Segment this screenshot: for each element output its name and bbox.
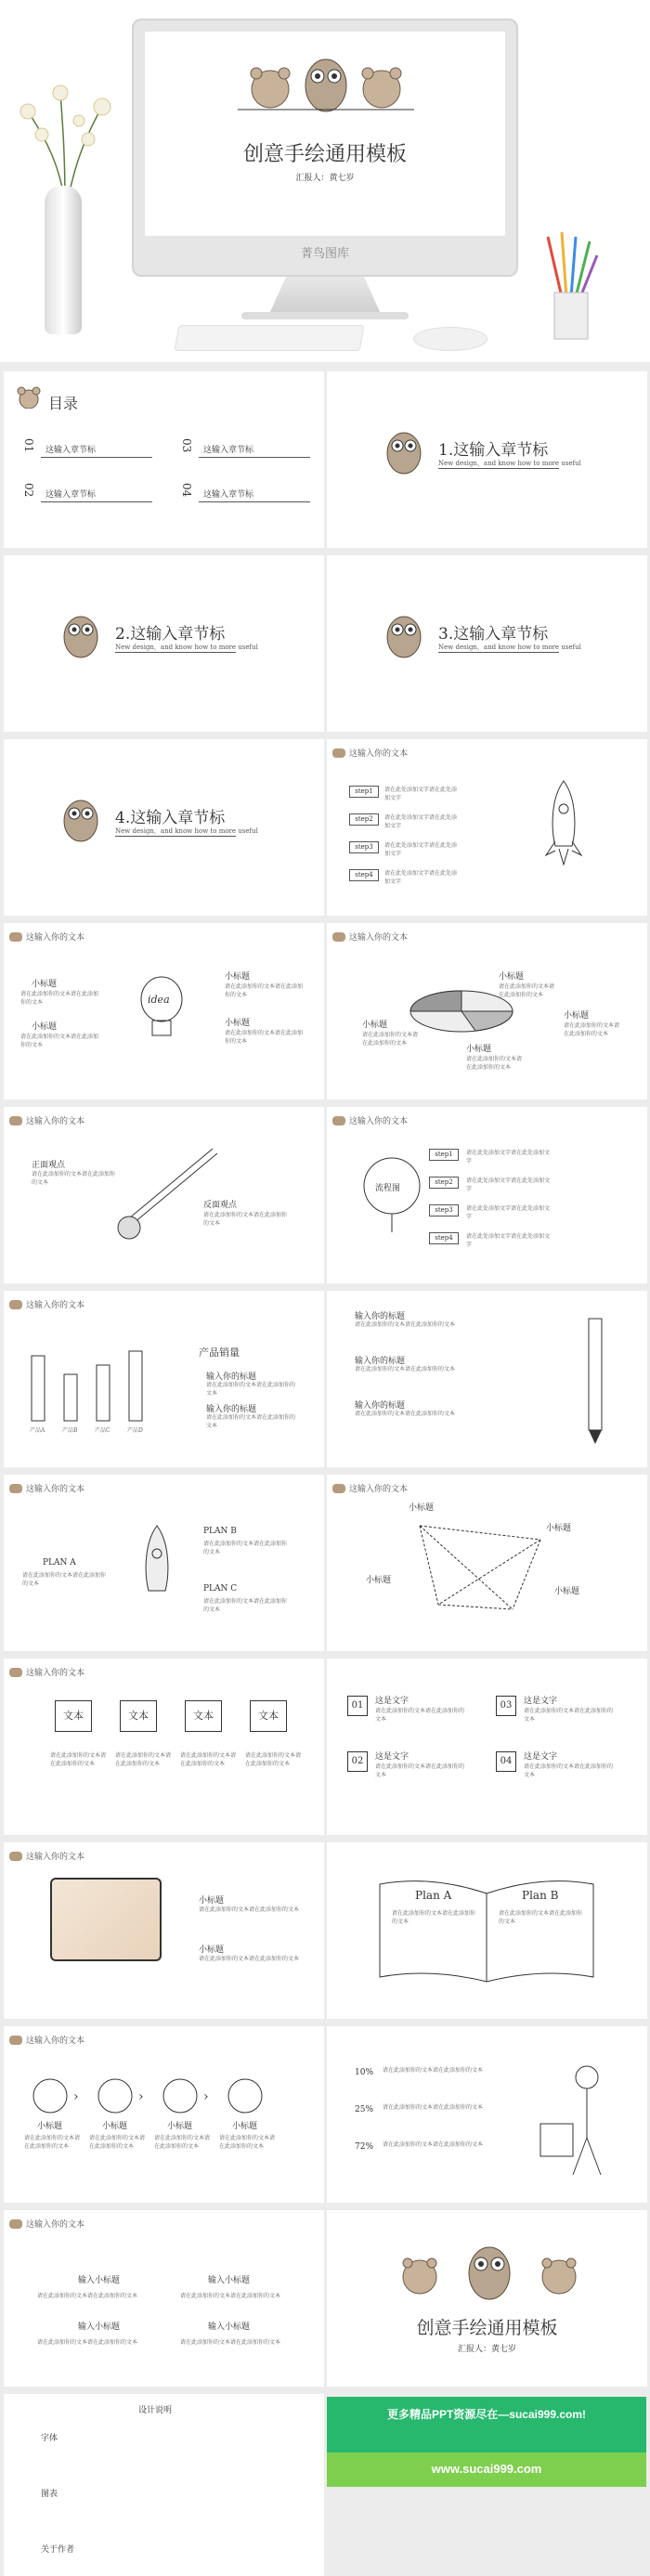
input-title: 输入你的标题 <box>355 1401 406 1411</box>
subtitle: 小标题 <box>32 1022 58 1032</box>
promo-line-1: 更多精品PPT资源尽在—sucai999.com! <box>386 2408 587 2421</box>
category-label: 产品A <box>30 1427 46 1434</box>
keyboard <box>175 325 365 351</box>
step-text: 请在此处添加文字请在此处添加文字 <box>466 1205 551 1220</box>
subtitle: 小标题 <box>546 1524 572 1533</box>
body-text: 请在此添加你的文本请在此添加你的文本 <box>154 2135 211 2150</box>
chapter-subtitle: New design，and know how to more useful <box>115 644 258 651</box>
plan-b: PLAN B <box>203 1527 237 1536</box>
toc-item-2[interactable] <box>22 483 35 501</box>
design-note-item: 关于作者 <box>41 2545 75 2555</box>
ending-title: 创意手绘通用模板 <box>416 2318 558 2338</box>
monitor-stand <box>269 277 381 314</box>
subtitle: 小标题 <box>225 972 251 982</box>
sales-item: 输入你的标题 <box>206 1373 257 1382</box>
body-text: 请在此添加你的文本请在此添加你的文本 <box>199 1956 300 1962</box>
slide-header-text: 这输入你的文本 <box>349 1117 409 1126</box>
bear-icon <box>15 384 43 409</box>
toc-label-1[interactable]: 这输入章节标 <box>46 446 97 455</box>
bear-icon <box>332 748 345 758</box>
slide-photo <box>4 1842 324 2019</box>
vase <box>45 186 82 334</box>
pencil-cup <box>543 232 599 344</box>
body-text: 请在此添加你的文本请在此添加你的文本 <box>180 2339 281 2346</box>
divider <box>199 457 310 458</box>
body-text: 请在此添加你的文本请在此添加你的文本 <box>32 1171 116 1186</box>
chapter-title: 3.这输入章节标 <box>438 625 549 644</box>
body-text: 请在此添加你的文本请在此添加你的文本 <box>180 2293 281 2299</box>
body-text: 请在此添加你的文本请在此添加你的文本 <box>89 2135 146 2150</box>
mouse <box>413 327 488 351</box>
step-box: step2 <box>429 1177 459 1189</box>
svg-text:›: › <box>73 2089 79 2104</box>
slide-header <box>332 1482 408 1494</box>
promo-line-2[interactable]: www.sucai999.com <box>431 2462 542 2476</box>
monitor-base <box>241 312 409 319</box>
slide-header-text: 这输入你的文本 <box>26 2036 85 2046</box>
slide-flow <box>327 1107 647 1283</box>
slide-header-text: 这输入你的文本 <box>26 2220 85 2230</box>
input-small-title: 输入小标题 <box>78 2276 121 2285</box>
toc-num: 03 <box>180 438 193 453</box>
chapter-title: 1.这输入章节标 <box>438 441 549 460</box>
body-text: 请在此添加你的文本请在此添加你的文本 <box>203 1598 288 1613</box>
toc-label-2[interactable]: 这输入章节标 <box>46 490 97 500</box>
toc-num: 02 <box>22 483 35 498</box>
subtitle: 小标题 <box>199 1896 225 1906</box>
slide-header <box>9 1114 84 1126</box>
subtitle: 小标题 <box>554 1587 580 1596</box>
chapter-subtitle: New design，and know how to more useful <box>115 827 258 835</box>
slide-chapter-1 <box>327 371 647 548</box>
step-text: 请在此处添加文字请在此处添加文字 <box>384 814 458 829</box>
comet-illustration <box>106 1144 227 1246</box>
note-card: 文本 <box>55 1700 92 1732</box>
sales-item: 输入你的标题 <box>206 1405 257 1414</box>
number-badge: 04 <box>496 1751 516 1772</box>
step-box: step1 <box>349 786 379 798</box>
body-text: 请在此添加你的文本请在此添加你的文本 <box>383 2067 484 2074</box>
bear-icon <box>9 1300 22 1309</box>
subtitle: 小标题 <box>102 2122 128 2131</box>
book-illustration <box>375 1875 598 1986</box>
input-small-title: 输入小标题 <box>78 2322 121 2332</box>
body-text: 请在此添加你的文本请在此添加你的文本 <box>375 1708 465 1723</box>
slide-idea <box>4 923 324 1099</box>
slide-chapter-2 <box>4 555 324 732</box>
rocket-icon <box>540 776 587 869</box>
plan-c: PLAN C <box>203 1584 238 1594</box>
step-text: 请在此处添加文字请在此处添加文字 <box>384 787 458 801</box>
body-text: 请在此添加你的文本请在此添加你的文本 <box>180 1752 237 1767</box>
subtitle: 小标题 <box>167 2122 193 2131</box>
divider <box>41 501 152 502</box>
toc-heading: 目录 <box>48 395 79 412</box>
pencil-figure <box>578 1309 615 1449</box>
percent-value: 10% <box>355 2068 374 2077</box>
design-note-item: 图表 <box>41 2490 58 2499</box>
subtitle: 小标题 <box>366 1576 392 1585</box>
network-diagram <box>401 1512 568 1623</box>
body-text: 请在此添加你的文本请在此添加你的文本 <box>392 1910 476 1925</box>
slide-chapter-4 <box>4 739 324 916</box>
sales-title: 产品销量 <box>199 1347 240 1359</box>
step-text: 请在此处添加文字请在此处添加文字 <box>384 870 458 885</box>
divider <box>41 457 152 458</box>
step-text: 请在此处添加文字请在此处添加文字 <box>466 1177 551 1192</box>
fill-title: 这是文字 <box>524 1752 558 1762</box>
chapter-subtitle: New design，and know how to more useful <box>438 644 581 651</box>
lightbulb-icon <box>129 969 194 1053</box>
body-text: 请在此添加你的文本请在此添加你的文本 <box>375 1763 465 1778</box>
toc-item-4[interactable] <box>180 483 193 501</box>
idea-word: idea <box>148 994 170 1006</box>
design-note-item: 字体 <box>41 2434 58 2443</box>
number-badge: 03 <box>496 1696 516 1716</box>
slide-header-text: 这输入你的文本 <box>26 1853 85 1862</box>
bear-icon <box>9 1852 22 1861</box>
body-text: 请在此添加你的文本请在此添加你的文本 <box>206 1382 296 1397</box>
input-title: 输入你的标题 <box>355 1312 406 1321</box>
monitor-screen <box>145 32 505 236</box>
toc-num: 04 <box>180 483 193 498</box>
bear-icon <box>9 1668 22 1677</box>
book-plan-a: Plan A <box>415 1889 452 1902</box>
body-text: 请在此添加你的文本请在此添加你的文本 <box>524 1763 614 1778</box>
promo-banner-url[interactable] <box>327 2452 646 2487</box>
number-badge: 02 <box>347 1751 368 1772</box>
hero-title: 创意手绘通用模板 <box>242 143 407 166</box>
slide-process <box>4 2026 324 2203</box>
step-box: step2 <box>349 813 379 826</box>
slide-header-text: 这输入你的文本 <box>26 933 85 943</box>
slide-pie <box>327 923 647 1099</box>
subtitle: 小标题 <box>199 1945 225 1955</box>
subtitle: 小标题 <box>499 972 525 982</box>
body-text: 请在此添加你的文本请在此添加你的文本 <box>20 1034 99 1048</box>
input-title: 输入你的标题 <box>355 1357 406 1366</box>
slide-header-text: 这输入你的文本 <box>26 1485 85 1494</box>
owl-icon <box>383 611 425 659</box>
subtitle: 小标题 <box>232 2122 258 2131</box>
owl-icon <box>59 611 102 659</box>
note-card: 文本 <box>120 1700 157 1732</box>
step-text: 请在此处添加文字请在此处添加文字 <box>466 1150 551 1164</box>
category-label: 产品B <box>62 1427 78 1434</box>
bear-owl-illustration <box>238 50 414 115</box>
slide-header <box>332 1114 408 1126</box>
step-text: 请在此处添加文字请在此处添加文字 <box>466 1233 551 1248</box>
slide-header <box>9 1666 84 1678</box>
bear-icon <box>332 1116 345 1125</box>
input-small-title: 输入小标题 <box>208 2276 251 2285</box>
flow-label: 流程图 <box>375 1184 401 1193</box>
body-text: 请在此添加你的文本请在此添加你的文本 <box>225 983 304 998</box>
slide-number-items <box>327 1659 647 1835</box>
body-text: 请在此添加你的文本请在此添加你的文本 <box>355 1321 456 1328</box>
slide-header-text: 这输入你的文本 <box>26 1301 85 1310</box>
hero-presenter: 汇报人：黄七岁 <box>295 174 355 183</box>
slide-network <box>327 1475 647 1651</box>
slide-percent <box>327 2026 647 2203</box>
divider <box>115 836 236 837</box>
subtitle: 小标题 <box>564 1011 590 1021</box>
svg-text:›: › <box>138 2089 144 2104</box>
slide-header <box>9 1850 84 1862</box>
slide-header <box>9 2218 84 2230</box>
body-text: 请在此添加你的文本请在此添加你的文本 <box>24 2135 81 2150</box>
slide-input-small <box>4 2210 324 2387</box>
slide-header-text: 这输入你的文本 <box>26 1117 85 1126</box>
bear-icon <box>332 932 345 942</box>
slide-header <box>332 747 408 759</box>
slide-header <box>9 1482 84 1494</box>
subtitle: 小标题 <box>466 1045 492 1054</box>
body-text: 请在此添加你的文本请在此添加你的文本 <box>524 1708 614 1723</box>
bar-sketch <box>22 1337 171 1439</box>
step-box: step3 <box>429 1204 459 1216</box>
body-text: 请在此添加你的文本请在此添加你的文本 <box>245 1752 302 1767</box>
slide-sales <box>4 1291 324 1467</box>
point-negative: 反面观点 <box>203 1201 238 1210</box>
toc-label-3[interactable]: 这输入章节标 <box>203 446 254 455</box>
toc-item-3[interactable] <box>180 438 193 456</box>
body-text: 请在此添加你的文本请在此添加你的文本 <box>499 1910 583 1925</box>
slide-input-titles <box>327 1291 647 1467</box>
divider <box>438 652 559 653</box>
promo-banner[interactable] <box>327 2397 646 2452</box>
bear-icon <box>9 2036 22 2045</box>
fill-title: 这是文字 <box>524 1697 558 1706</box>
subtitle: 小标题 <box>32 980 58 989</box>
step-box: step4 <box>429 1232 459 1244</box>
step-box: step3 <box>349 841 379 853</box>
body-text: 请在此添加你的文本请在此添加你的文本 <box>199 1906 300 1913</box>
bear-icon <box>9 2219 22 2229</box>
chapter-title: 4.这输入章节标 <box>115 809 226 827</box>
step-text: 请在此处添加文字请在此处添加文字 <box>384 842 458 857</box>
category-label: 产品C <box>95 1427 110 1434</box>
body-text: 请在此添加你的文本请在此添加你的文本 <box>225 1030 304 1045</box>
slide-header-text: 这输入你的文本 <box>26 1669 85 1678</box>
subtitle: 小标题 <box>37 2122 63 2131</box>
monitor <box>132 19 518 277</box>
svg-text:›: › <box>203 2089 209 2104</box>
body-text: 请在此添加你的文本请在此添加你的文本 <box>115 1752 172 1767</box>
slide-ending <box>327 2210 647 2387</box>
note-card: 文本 <box>185 1700 222 1732</box>
monitor-watermark: 菁鸟图库 <box>300 247 349 261</box>
note-card: 文本 <box>250 1700 287 1732</box>
slide-header-text: 这输入你的文本 <box>349 1485 409 1494</box>
book-plan-b: Plan B <box>522 1889 559 1902</box>
body-text: 请在此添加你的文本请在此添加你的文本 <box>355 1366 456 1373</box>
slide-book <box>327 1842 647 2019</box>
slide-header <box>9 2034 84 2046</box>
body-text: 请在此添加你的文本请在此添加你的文本 <box>219 2135 276 2150</box>
category-label: 产品D <box>127 1427 143 1434</box>
slide-steps <box>327 739 647 916</box>
slide-header-text: 这输入你的文本 <box>349 749 409 759</box>
slide-design-note <box>4 2394 324 2576</box>
plan-a: PLAN A <box>43 1558 76 1568</box>
percent-value: 25% <box>355 2105 374 2114</box>
design-note-title: 设计说明 <box>138 2406 173 2415</box>
percent-value: 72% <box>355 2142 374 2152</box>
worker-figure <box>531 2059 624 2179</box>
slide-chapter-3 <box>327 555 647 732</box>
fill-title: 这是文字 <box>375 1752 410 1762</box>
number-badge: 01 <box>347 1696 368 1716</box>
chapter-subtitle: New design，and know how to more useful <box>438 460 581 467</box>
body-text: 请在此添加你的文本请在此添加你的文本 <box>355 1411 456 1417</box>
owl-icon <box>59 795 102 843</box>
owl-icon <box>383 427 425 475</box>
step-box: step4 <box>349 869 379 881</box>
subtitle: 小标题 <box>225 1019 251 1028</box>
bear-owl-illustration <box>392 2238 587 2303</box>
fill-title: 这是文字 <box>375 1697 410 1706</box>
bear-icon <box>9 1484 22 1493</box>
process-circles <box>22 2077 301 2114</box>
body-text: 请在此添加你的文本请在此添加你的文本 <box>499 983 555 998</box>
body-text: 请在此添加你的文本请在此添加你的文本 <box>206 1414 296 1429</box>
bear-icon <box>332 1484 345 1493</box>
body-text: 请在此添加你的文本请在此添加你的文本 <box>203 1212 288 1227</box>
slide-header <box>332 930 408 943</box>
body-text: 请在此添加你的文本请在此添加你的文本 <box>37 2293 138 2299</box>
bear-icon <box>9 1116 22 1125</box>
rocket-icon <box>134 1521 180 1614</box>
body-text: 请在此添加你的文本请在此添加你的文本 <box>383 2141 484 2148</box>
slide-header <box>9 1298 84 1310</box>
divider <box>199 501 310 502</box>
photo-frame <box>50 1878 162 1961</box>
slide-header-text: 这输入你的文本 <box>349 933 409 943</box>
slide-toc <box>4 371 324 548</box>
divider <box>438 468 559 469</box>
body-text: 请在此添加你的文本请在此添加你的文本 <box>564 1022 620 1037</box>
slide-plans <box>4 1475 324 1651</box>
body-text: 请在此添加你的文本请在此添加你的文本 <box>50 1752 107 1767</box>
point-positive: 正面观点 <box>32 1161 66 1170</box>
body-text: 请在此添加你的文本请在此添加你的文本 <box>466 1056 523 1071</box>
slide-notes <box>4 1659 324 1835</box>
ending-presenter: 汇报人：黄七岁 <box>457 2345 516 2354</box>
chapter-title: 2.这输入章节标 <box>115 625 226 644</box>
toc-item-1[interactable] <box>22 438 35 456</box>
slide-points <box>4 1107 324 1283</box>
body-text: 请在此添加你的文本请在此添加你的文本 <box>22 1572 107 1587</box>
body-text: 请在此添加你的文本请在此添加你的文本 <box>20 991 99 1006</box>
bear-icon <box>9 932 22 942</box>
step-box: step1 <box>429 1149 459 1161</box>
subtitle: 小标题 <box>362 1021 388 1030</box>
toc-label-4[interactable]: 这输入章节标 <box>203 490 254 500</box>
body-text: 请在此添加你的文本请在此添加你的文本 <box>37 2339 138 2346</box>
hero-section <box>0 0 650 362</box>
body-text: 请在此添加你的文本请在此添加你的文本 <box>383 2104 484 2111</box>
subtitle: 小标题 <box>409 1503 435 1513</box>
body-text: 请在此添加你的文本请在此添加你的文本 <box>203 1541 288 1555</box>
toc-num: 01 <box>22 438 35 453</box>
input-small-title: 输入小标题 <box>208 2322 251 2332</box>
divider <box>115 652 236 653</box>
body-text: 请在此添加你的文本请在此添加你的文本 <box>362 1032 419 1047</box>
slide-header <box>9 930 84 943</box>
